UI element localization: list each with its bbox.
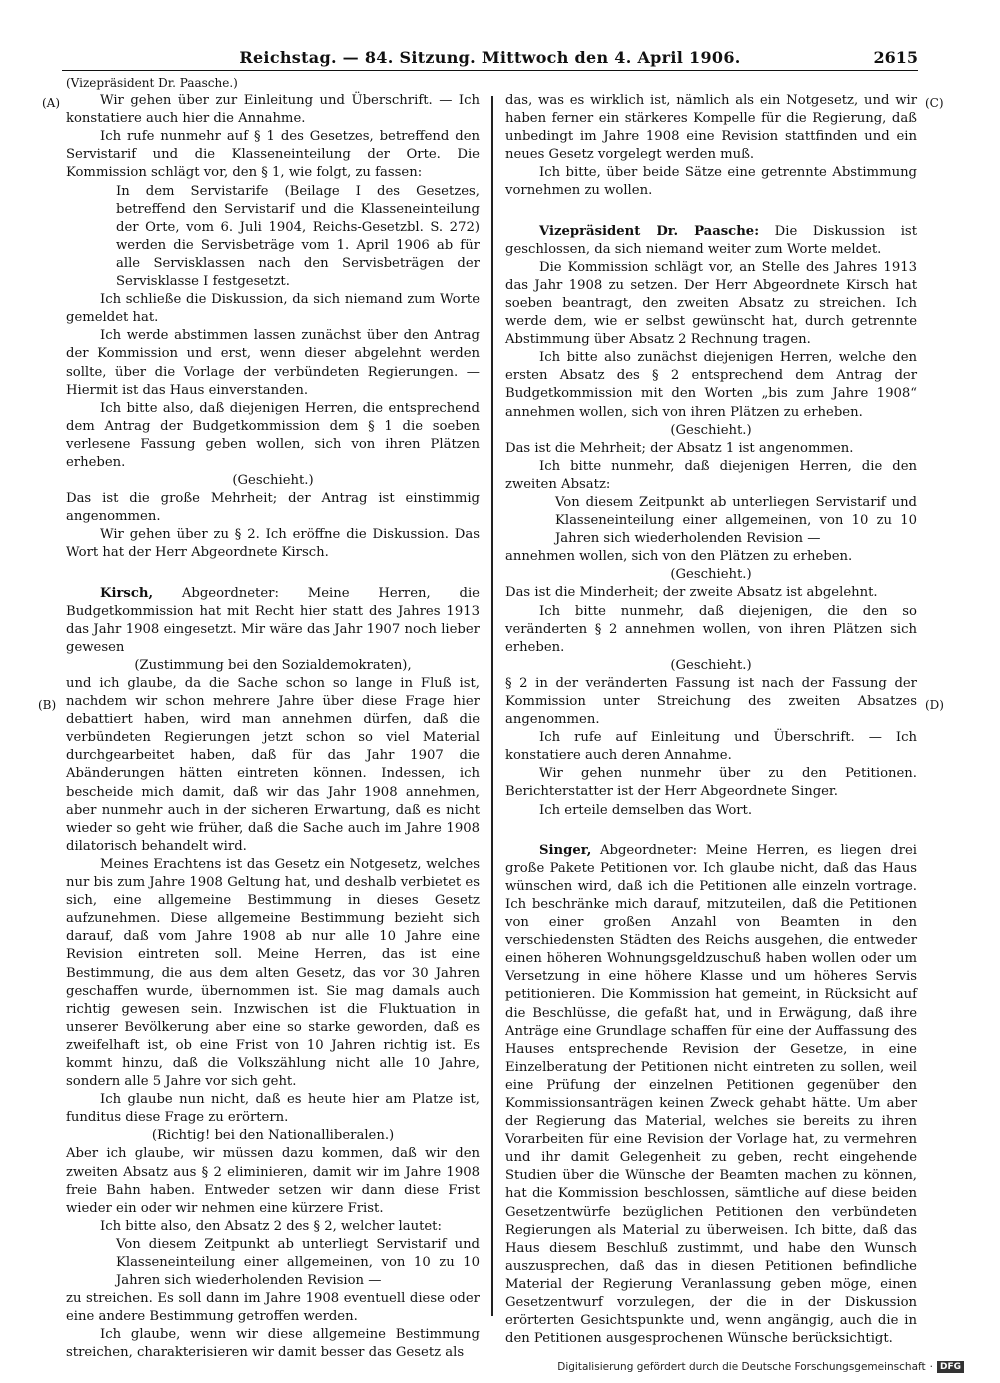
spacer xyxy=(505,201,917,223)
page-footer xyxy=(557,1361,964,1373)
interjection: (Richtig! bei den Nationalliberalen.) xyxy=(151,1128,395,1144)
speech-text: Abgeordneter: Meine Herren, die Budgetkommission hat mit Recht hier statt des Jahres 1913 das Jahr 1908 eingesetzt. Mir wäre das Jahr 1907 noch lieber gewesen xyxy=(66,585,480,655)
speech-intro xyxy=(505,842,917,1349)
footer-text: Digitalisierung gefördert durch die Deutsche Forschungsgemeinschaft xyxy=(557,1361,926,1373)
paragraph: das, was es wirklich ist, nämlich als ein Notgesetz, und wir haben ferner ein stärkeres Kompelle für die Regierung, daß unbedingt im Jahre 1908 eine Revision stattfinden und ein neues Gesetz vorgelegt werden muß. xyxy=(505,93,917,163)
spacer xyxy=(505,74,917,92)
paragraph: Die Kommission schlägt vor, an Stelle des Jahres 1913 das Jahr 1908 zu setzen. Der Herr Abgeordnete Kirsch hat soeben beantragt, den zweiten Absatz zu streichen. Ich werde dem, wie er selbst gewünscht hat, durch getrennte Abstimmung über Absatz 2 Rechnung tragen. xyxy=(505,259,917,348)
paragraph: Ich bitte nunmehr, daß diejenigen, die den so veränderten § 2 annehmen wollen, von ihren Plätzen sich erheben. xyxy=(505,603,917,655)
column-divider xyxy=(491,96,493,1316)
dfg-logo: DFG xyxy=(937,1361,964,1373)
paragraph: Ich schließe die Diskussion, da sich niemand zum Worte gemeldet hat. xyxy=(66,292,480,326)
interjection: (Zustimmung bei den Sozialdemokraten), xyxy=(134,657,412,673)
paragraph: Meines Erachtens ist das Gesetz ein Notgesetz, welches nur bis zum Jahre 1908 Geltung hat, und deshalb verbietet es sich, eine allgemeine Bestimmung in dieses Gesetz aufzunehmen. Diese allgemeine Bestimmung bezieht sich darauf, daß vom Jahre 1908 ab nur alle 10 Jahre eine Revision eintreten soll. Meine Herren, das ist eine Bestimmung, die aus dem alten Gesetz, das vor 30 Jahren geschaffen wurde, übernommen ist. Sie mag damals auch richtig gewesen sein. Inzwischen ist die Fluktuation in unserer Bevölkerung aber eine so starke geworden, daß es zweifelhaft ist, ob eine Frist von 10 Jahren richtig ist. Es kommt hinzu, daß die Volkszählung nicht alle 10 Jahre, sondern alle 5 Jahre vor sich geht. xyxy=(66,856,480,1090)
speaker-note: (Vizepräsident Dr. Paasche.) xyxy=(66,76,238,90)
paragraph: § 2 in der veränderten Fassung ist nach der Fassung der Kommission unter Streichung des zweiten Absatzes angenommen. xyxy=(505,675,917,728)
quoted-text: In dem Servistarife (Beilage I des Gesetzes, betreffend den Servistarif und die Klasseneinteilung der Orte, vom 6. Juli 1904, Reichs-Gesetzbl. S. 272) werden die Servisbeträge vom 1. April 1906 ab für alle Servisklassen nach den Servisbeträgen der Servisklasse I festgesetzt. xyxy=(116,183,480,290)
interjection: (Geschieht.) xyxy=(232,473,314,489)
left-column xyxy=(66,74,480,1363)
paragraph: Ich glaube nun nicht, daß es heute hier am Platze ist, funditus diese Frage zu erörtern. xyxy=(66,1092,480,1126)
speech-intro xyxy=(505,223,917,259)
paragraph: Ich werde abstimmen lassen zunächst über den Antrag der Kommission und erst, wenn dieser abgelehnt werden sollte, über die Vorlage der verbündeten Regierungen. — Hiermit ist das Haus einverstanden. xyxy=(66,328,480,398)
paragraph: Ich rufe auf Einleitung und Überschrift. — Ich konstatiere auch deren Annahme. xyxy=(505,730,917,764)
interjection: (Geschieht.) xyxy=(670,657,752,673)
paragraph: Wir gehen nunmehr über zu den Petitionen. Berichterstatter ist der Herr Abgeordnete Singer. xyxy=(505,766,917,800)
spacer xyxy=(505,820,917,842)
interjection: (Geschieht.) xyxy=(670,567,752,583)
paragraph: zu streichen. Es soll dann im Jahre 1908 eventuell diese oder eine andere Bestimmung getroffen werden. xyxy=(66,1291,480,1325)
paragraph: Ich glaube, wenn wir diese allgemeine Bestimmung streichen, charakterisieren wir damit besser das Gesetz als xyxy=(66,1327,480,1361)
margin-marker-c: (C) xyxy=(925,96,944,110)
paragraph: Ich rufe nunmehr auf § 1 des Gesetzes, betreffend den Servistarif und die Klasseneinteilung der Orte. Die Kommission schlägt vor, den § 1, wie folgt, zu fassen: xyxy=(66,129,480,181)
interjection: (Geschieht.) xyxy=(670,422,752,438)
quoted-text: Von diesem Zeitpunkt ab unterliegt Servistarif und Klasseneinteilung einer allgemeinen, von 10 zu 10 Jahren sich wiederholenden Revision — xyxy=(116,1236,480,1289)
margin-marker-a: (A) xyxy=(42,96,61,110)
margin-marker-b: (B) xyxy=(38,698,57,712)
footer-separator: · xyxy=(929,1361,933,1373)
page-number: 2615 xyxy=(873,48,918,67)
paragraph: Aber ich glaube, wir müssen dazu kommen, daß wir den zweiten Absatz aus § 2 eliminieren, damit wir im Jahre 1908 freie Bahn haben. Entweder setzen wir dann diese Frist wieder ein oder wir nehmen eine kürzere Frist. xyxy=(66,1146,480,1216)
paragraph: Ich bitte, über beide Sätze eine getrennte Abstimmung vornehmen zu wollen. xyxy=(505,165,917,199)
right-column xyxy=(505,74,917,1348)
speaker-name: Vizepräsident Dr. Paasche: xyxy=(539,223,760,239)
paragraph: Das ist die Mehrheit; der Absatz 1 ist angenommen. xyxy=(505,440,854,456)
spacer xyxy=(66,563,480,585)
paragraph: Ich bitte nunmehr, daß diejenigen Herren, die den zweiten Absatz: xyxy=(505,458,917,492)
speech-text: Die Diskussion ist geschlossen, da sich niemand weiter zum Worte meldet. xyxy=(505,223,917,257)
paragraph: Wir gehen über zur Einleitung und Überschrift. — Ich konstatiere auch hier die Annahme. xyxy=(66,93,480,127)
paragraph: annehmen wollen, sich von den Plätzen zu erheben. xyxy=(505,549,853,565)
paragraph: Das ist die Minderheit; der zweite Absatz ist abgelehnt. xyxy=(505,585,878,601)
paragraph: Ich bitte also, daß diejenigen Herren, die entsprechend dem Antrag der Budgetkommission dem § 1 die soeben verlesene Fassung geben wollen, sich von ihren Plätzen erheben. xyxy=(66,400,480,470)
paragraph: Das ist die große Mehrheit; der Antrag ist einstimmig angenommen. xyxy=(66,491,480,525)
header-title: Reichstag. — 84. Sitzung. Mittwoch den 4. April 1906. xyxy=(239,48,741,67)
speaker-name: Singer, xyxy=(539,842,592,858)
paragraph: und ich glaube, da die Sache schon so lange in Fluß ist, nachdem wir schon mehrere Jahre über diese Frage hier debattiert haben, wird man annehmen dürfen, daß die verbündeten Regierungen jetzt schon so viel Material durchgearbeitet haben, daß für das Jahr 1907 die Abänderungen hätten eintreten können. Indessen, ich bescheide mich damit, daß wir das Jahr 1908 annehmen, aber nunmehr auch in der sicheren Erwartung, daß es nicht wieder so geht wie früher, daß die Sache auch im Jahre 1908 dilatorisch behandelt wird. xyxy=(66,676,480,854)
speech-intro xyxy=(66,585,480,657)
page-header xyxy=(62,44,918,71)
paragraph: Wir gehen über zu § 2. Ich eröffne die Diskussion. Das Wort hat der Herr Abgeordnete Kirsch. xyxy=(66,527,480,561)
paragraph: Ich bitte also, den Absatz 2 des § 2, welcher lautet: xyxy=(100,1218,442,1234)
margin-marker-d: (D) xyxy=(925,698,944,712)
speaker-name: Kirsch, xyxy=(100,585,154,601)
speech-text: Abgeordneter: Meine Herren, es liegen drei große Pakete Petitionen vor. Ich glaube nicht, daß das Haus wünschen wird, daß ich die Petitionen alle einzeln vortrage. Ich beschränke mich darauf, mitzuteilen, daß die Petitionen von einer großen Anzahl von Beamten in den verschiedensten Städten des Reichs ausgehen, die entweder einen höheren Wohnungsgeldzuschuß haben wollen oder um Versetzung in eine höhere Klasse und um höheres Servis petitionieren. Die Kommission hat gemeint, in Rücksicht auf die Beschlüsse, die gefaßt hat, und in Erwägung, daß ihre Anträge eine Grundlage schaffen für eine der Auffassung des Hauses entsprechende Revision der Gesetze, in eine Einzelberatung der Petitionen nicht eintreten zu sollen, weil eine Prüfung der einzelnen Petitionen gegenüber den Kommissionsanträgen keinen Zweck gehabt hätte. Um aber der Regierung das Material, welches sie bereits zu ihren Vorarbeiten für eine Revision der Vorlage hat, zu vermehren und ihr damit Gelegenheit zu geben, recht eingehende Studien über die Wünsche der Beamten machen zu können, hat die Kommission beschlossen, sämtliche auf diese beiden Gesetzentwürfe bezüglichen Petitionen den verbündeten Regierungen als Material zu überweisen. Ich bitte, daß das Haus diesem Beschluß zustimmt, und habe den Wunsch auszusprechen, daß das in diesen Petitionen befindliche Material der Regierung Veranlassung geben möge, einen Gesetzentwurf vorzulegen, der die in der Diskussion erörterten Gesichtspunkte und, wenn angängig, auch die in den Petitionen ausgesprochenen Wünsche berücksichtigt. xyxy=(505,842,917,1347)
paragraph: Ich erteile demselben das Wort. xyxy=(539,802,753,818)
quoted-text: Von diesem Zeitpunkt ab unterliegen Servistarif und Klasseneinteilung einer allgemeinen, von 10 zu 10 Jahren sich wiederholenden Revision — xyxy=(555,494,917,547)
paragraph: Ich bitte also zunächst diejenigen Herren, welche den ersten Absatz des § 2 entsprechend dem Antrag der Budgetkommission mit den Worten „bis zum Jahre 1908“ annehmen wollen, sich von ihren Plätzen zu erheben. xyxy=(505,350,917,420)
